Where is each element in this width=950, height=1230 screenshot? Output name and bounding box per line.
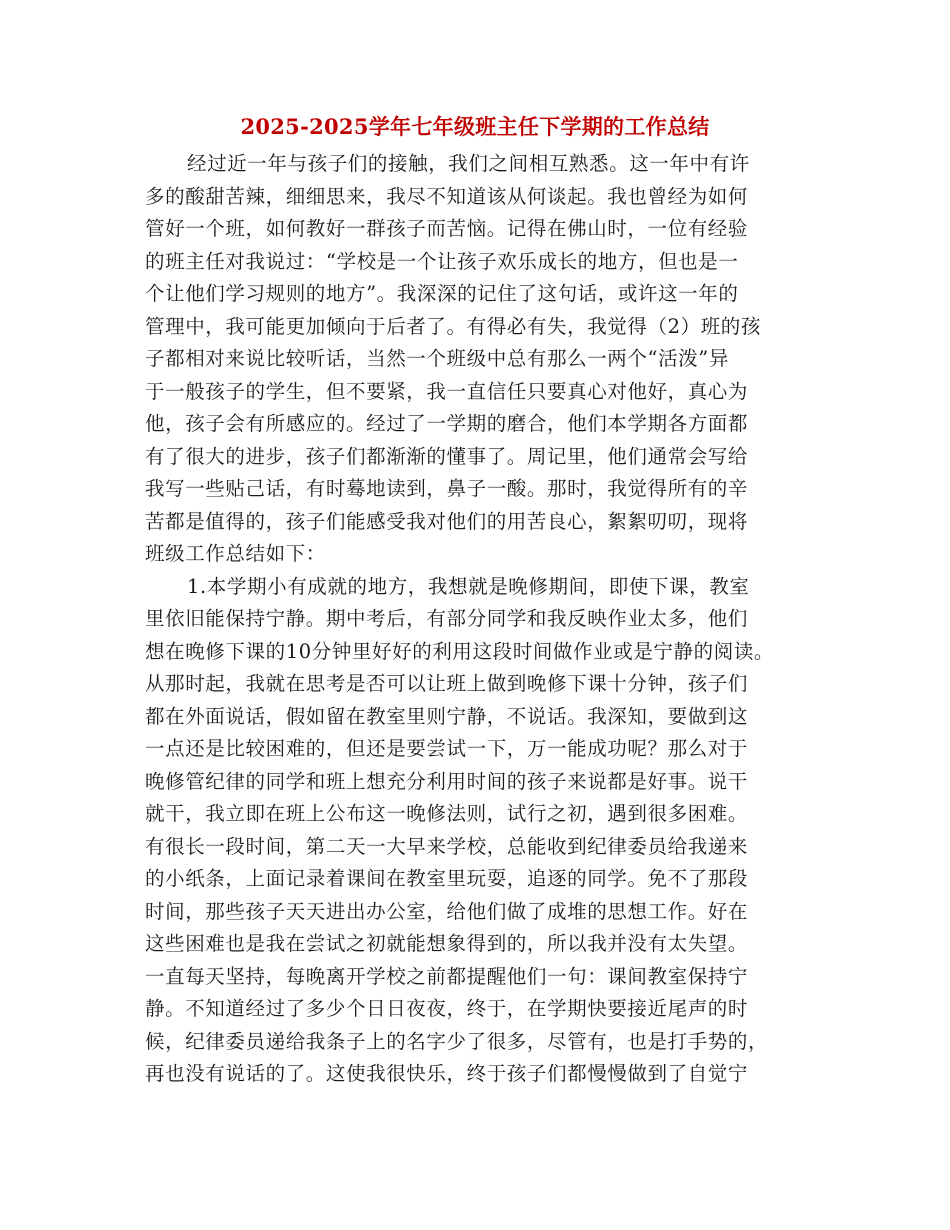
- paragraph-line: 他，孩子会有所感应的。经过了一学期的磨合，他们本学期各方面都: [145, 412, 749, 435]
- paragraph-line: 子都相对来说比较听话，当然一个班级中总有那么一两个“活泼”异: [145, 347, 729, 370]
- paragraph-line: 一点还是比较困难的，但还是要尝试一下，万一能成功呢？那么对于: [145, 737, 749, 760]
- paragraph-line: 有了很大的进步，孩子们都渐渐的懂事了。周记里，他们通常会写给: [145, 444, 749, 468]
- paragraph-line: 静。不知道经过了多少个日日夜夜，终于，在学期快要接近尾声的时: [145, 997, 749, 1020]
- paragraph-line: 这些困难也是我在尝试之初就能想象得到的，所以我并没有太失望。: [145, 932, 749, 955]
- paragraph-line: 晚修管纪律的同学和班上想充分利用时间的孩子来说都是好事。说干: [145, 769, 749, 793]
- paragraph-line: 里依旧能保持宁静。期中考后，有部分同学和我反映作业太多，他们: [145, 607, 749, 630]
- paragraph-line: 1.本学期小有成就的地方，我想就是晚修期间，即使下课，教室: [187, 574, 750, 598]
- paragraph-line: 个让他们学习规则的地方”。我深深的记住了这句话，或许这一年的: [145, 282, 739, 305]
- paragraph-line: 管好一个班，如何教好一群孩子而苦恼。记得在佛山时，一位有经验: [145, 217, 749, 240]
- paragraph-line: 有很长一段时间，第二天一大早来学校，总能收到纪律委员给我递来: [145, 834, 749, 858]
- paragraph-line: 苦都是值得的，孩子们能感受我对他们的用苦良心，絮絮叨叨，现将: [145, 509, 749, 533]
- document-title: 2025-2025学年七年级班主任下学期的工作总结: [240, 114, 710, 139]
- paragraph-line: 时间，那些孩子天天进出办公室，给他们做了成堆的思想工作。好在: [145, 899, 749, 923]
- paragraph-line: 于一般孩子的学生，但不要紧，我一直信任只要真心对他好，真心为: [145, 379, 749, 403]
- paragraph-line: 就干，我立即在班上公布这一晚修法则，试行之初，遇到很多困难。: [145, 802, 749, 825]
- paragraph-line: 的小纸条，上面记录着课间在教室里玩耍，追逐的同学。免不了那段: [145, 867, 749, 890]
- paragraph-line: 的班主任对我说过：“学校是一个让孩子欢乐成长的地方，但也是一: [145, 249, 739, 273]
- paragraph-line: 再也没有说话的了。这使我很快乐，终于孩子们都慢慢做到了自觉宁: [145, 1062, 749, 1085]
- paragraph-line: 管理中，我可能更加倾向于后者了。有得必有失，我觉得（2）班的孩: [145, 314, 762, 338]
- paragraph-line: 我写一些贴己话，有时蓦地读到，鼻子一酸。那时，我觉得所有的辛: [145, 477, 749, 500]
- paragraph-line: 多的酸甜苦辣，细细思来，我尽不知道该从何谈起。我也曾经为如何: [145, 184, 749, 208]
- paragraph-line: 候，纪律委员递给我条子上的名字少了很多，尽管有，也是打手势的，: [145, 1029, 769, 1053]
- paragraph-line: 都在外面说话，假如留在教室里则宁静，不说话。我深知，要做到这: [145, 704, 749, 728]
- paragraph-line: 一直每天坚持，每晚离开学校之前都提醒他们一句：课间教室保持宁: [145, 964, 749, 988]
- paragraph-line: 班级工作总结如下：: [145, 542, 326, 565]
- document-body: [145, 148, 825, 1091]
- paragraph-line: 想在晚修下课的10分钟里好好的利用这段时间做作业或是宁静的阅读。: [145, 639, 775, 663]
- paragraph-line: 经过近一年与孩子们的接触，我们之间相互熟悉。这一年中有许: [187, 152, 750, 175]
- paragraph-line: 从那时起，我就在思考是否可以让班上做到晚修下课十分钟，孩子们: [145, 672, 749, 695]
